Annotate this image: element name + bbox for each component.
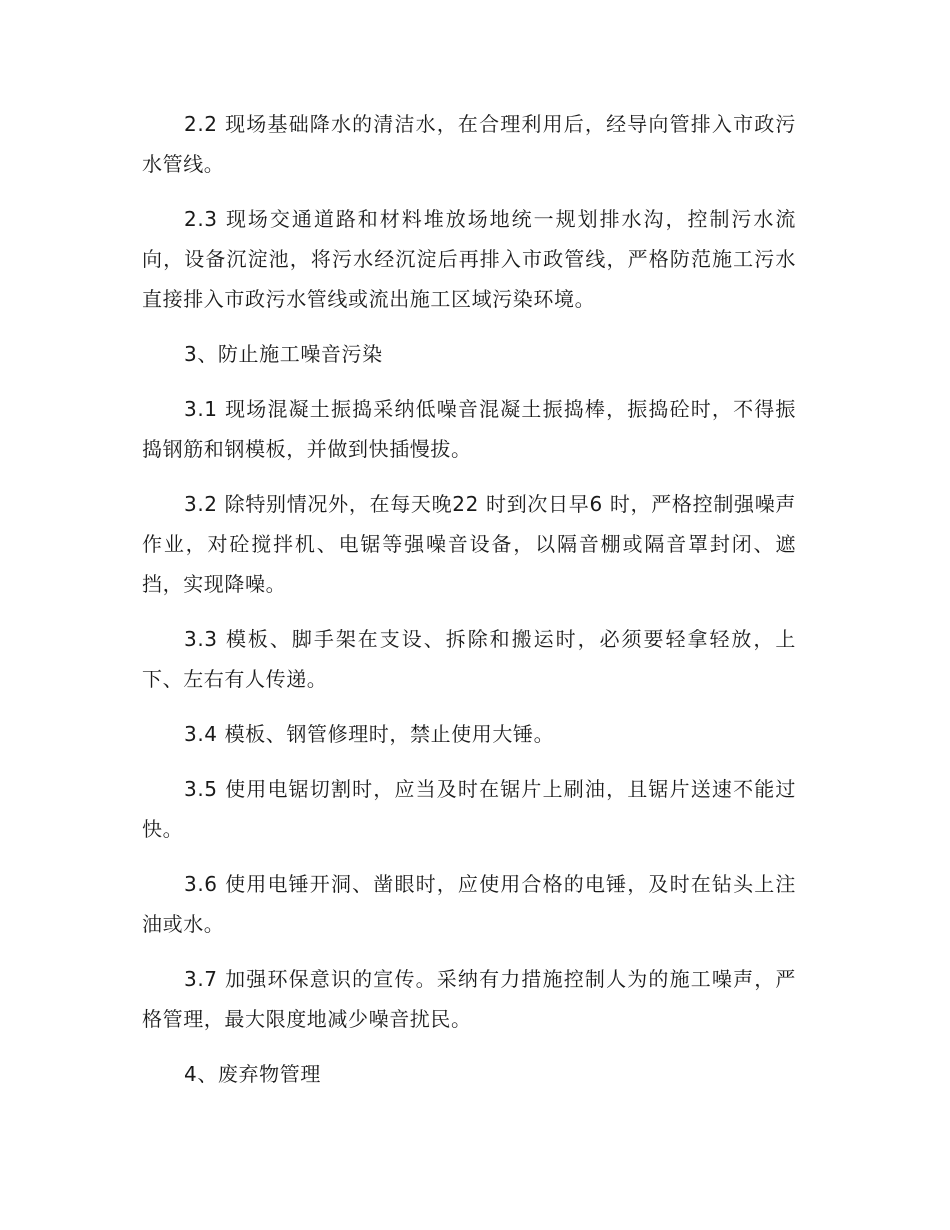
document-body [142,104,796,1109]
paragraph-3-1: 3.1 现场混凝土振捣采纳低噪音混凝土振捣棒，振捣砼时，不得振捣钢筋和钢模板，并做到快插慢拔。 [142,397,796,461]
paragraph-3-7: 3.7 加强环保意识的宣传。采纳有力措施控制人为的施工噪声，严格管理，最大限度地减少噪音扰民。 [142,967,796,1031]
paragraph-3-4: 3.4 模板、钢管修理时，禁止使用大锤。 [184,722,555,746]
paragraph-2-2: 2.2 现场基础降水的清洁水，在合理利用后，经导向管排入市政污水管线。 [142,112,796,176]
paragraph-2-3: 2.3 现场交通道路和材料堆放场地统一规划排水沟，控制污水流向，设备沉淀池，将污水经沉淀后再排入市政管线，严格防范施工污水直接排入市政污水管线或流出施工区域污染环境。 [142,207,796,311]
paragraph-3-2: 3.2 除特别情况外，在每天晚22 时到次日早6 时，严格控制强噪声作业，对砼搅拌机、电锯等强噪音设备，以隔音棚或隔音罩封闭、遮挡，实现降噪。 [142,492,796,596]
paragraph-3-3: 3.3 模板、脚手架在支设、拆除和搬运时，必须要轻拿轻放，上下、左右有人传递。 [142,627,796,691]
section-heading-3: 3、防止施工噪音污染 [184,342,383,366]
section-heading-4: 4、废弃物管理 [184,1062,321,1086]
paragraph-3-6: 3.6 使用电锤开洞、凿眼时，应使用合格的电锤，及时在钻头上注油或水。 [142,872,796,936]
paragraph-3-5: 3.5 使用电锯切割时，应当及时在锯片上刷油，且锯片送速不能过快。 [142,777,796,841]
